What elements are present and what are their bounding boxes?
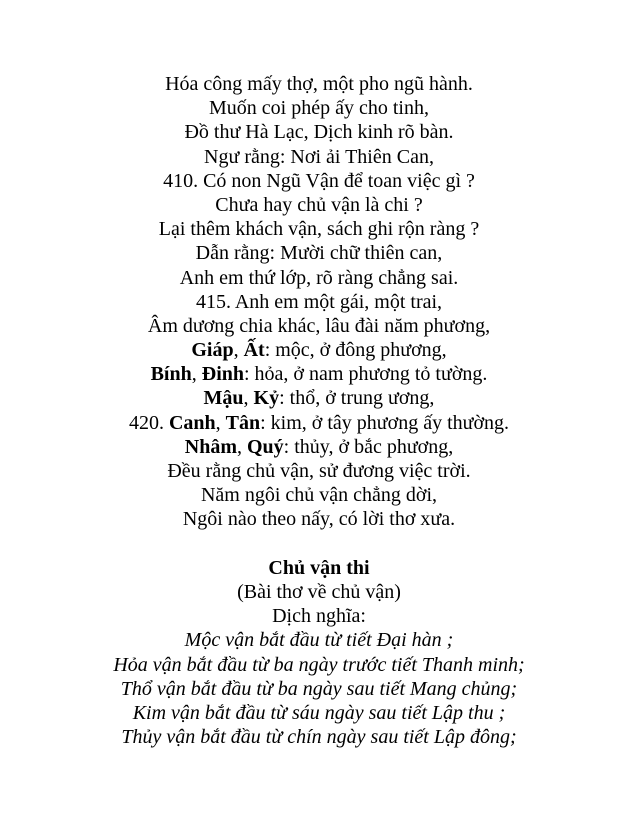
translation-line: Mộc vận bắt đầu từ tiết Đại hàn ; — [184, 629, 454, 652]
translation-line: Hỏa vận bắt đầu từ ba ngày trước tiết Thanh minh; — [113, 653, 525, 676]
poem-line — [0, 386, 638, 410]
stem-name: Tân — [225, 411, 261, 434]
line-text: : thổ, ở trung ương, — [279, 387, 435, 410]
line-text: : hỏa, ở nam phương tỏ tường. — [244, 363, 488, 386]
poem-line: Ngôi nào theo nấy, có lời thơ xưa. — [182, 508, 456, 531]
separator: , — [233, 339, 244, 362]
translation-line: Thổ vận bắt đầu từ ba ngày sau tiết Mang chủng; — [120, 677, 518, 700]
stem-name: Mậu — [203, 387, 244, 410]
poem-line: Muốn coi phép ấy cho tinh, — [209, 97, 429, 120]
line-number: 420. — [128, 411, 169, 434]
spacer — [0, 532, 638, 556]
poem-line: Ngư rằng: Nơi ải Thiên Can, — [204, 145, 434, 168]
stem-name: Bính — [150, 363, 192, 386]
section-heading — [0, 556, 638, 580]
poem-line: 410. Có non Ngũ Vận để toan việc gì ? — [163, 169, 475, 192]
line-text: : kim, ở tây phương ấy thường. — [260, 411, 510, 434]
line-text: : thủy, ở bắc phương, — [283, 435, 454, 458]
stem-name: Giáp — [191, 339, 234, 362]
document-body — [0, 72, 638, 749]
section-heading-text: Chủ vận thi — [268, 556, 370, 579]
separator: , — [191, 363, 202, 386]
poem-line: Đồ thư Hà Lạc, Dịch kinh rõ bàn. — [184, 121, 454, 144]
line-text: : mộc, ở đông phương, — [264, 339, 447, 362]
translation-line: Thủy vận bắt đầu từ chín ngày sau tiết Lập đông; — [121, 726, 517, 749]
translation-line: Kim vận bắt đầu từ sáu ngày sau tiết Lập thu ; — [132, 701, 506, 724]
stem-name: Đinh — [201, 363, 244, 386]
poem-line: 415. Anh em một gái, một trai, — [195, 290, 443, 313]
separator: , — [215, 411, 226, 434]
poem-line — [0, 411, 638, 435]
stem-name: Nhâm — [184, 435, 237, 458]
poem-line — [0, 435, 638, 459]
stem-name: Ất — [243, 339, 265, 362]
poem-line — [0, 338, 638, 362]
stem-name: Kỷ — [253, 387, 280, 410]
translation-label: Dịch nghĩa: — [272, 605, 366, 628]
separator: , — [236, 435, 247, 458]
poem-line: Anh em thứ lớp, rõ ràng chẳng sai. — [179, 266, 459, 289]
poem-line: Năm ngôi chủ vận chẳng dời, — [200, 484, 438, 507]
poem-line: Đều rằng chủ vận, sử đương việc trời. — [167, 460, 471, 482]
poem-line: Lại thêm khách vận, sách ghi rộn ràng ? — [158, 218, 480, 241]
poem-line: Dẫn rằng: Mười chữ thiên can, — [195, 242, 443, 265]
section-subtitle: (Bài thơ về chủ vận) — [237, 580, 401, 603]
poem-line: Âm dương chia khác, lâu đài năm phương, — [147, 314, 491, 337]
separator: , — [243, 387, 254, 410]
poem-line: Hóa công mấy thợ, một pho ngũ hành. — [165, 73, 473, 95]
stem-name: Quý — [246, 435, 284, 458]
stem-name: Canh — [168, 411, 216, 434]
poem-line: Chưa hay chủ vận là chi ? — [215, 193, 423, 216]
poem-line — [0, 362, 638, 386]
